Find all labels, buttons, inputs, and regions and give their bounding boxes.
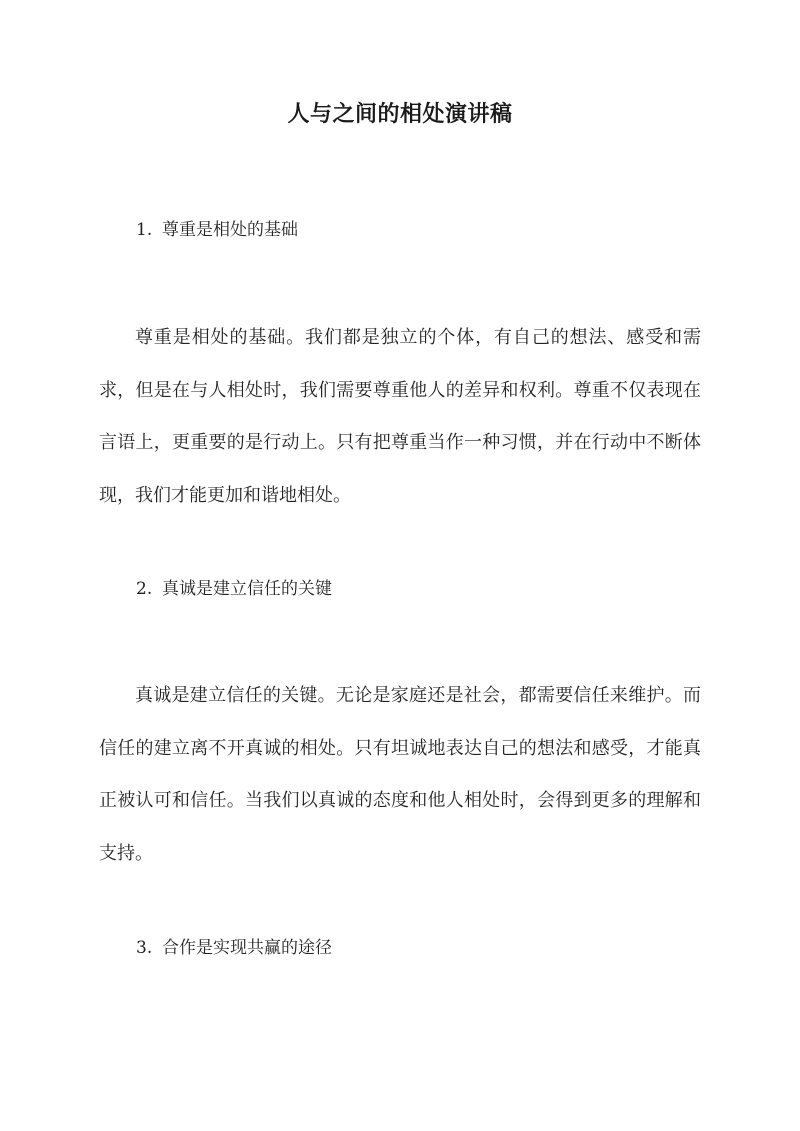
section-heading-3 [136,935,332,961]
section-heading-text-1: 尊重是相处的基础 [162,220,298,240]
section-heading-text-2: 真诚是建立信任的关键 [162,579,332,599]
section-heading-2 [136,576,332,602]
section-number-1: 1. [136,220,153,240]
section-number-2: 2. [136,579,153,599]
section-heading-1 [136,217,298,243]
section-paragraph-1: 尊重是相处的基础。我们都是独立的个体，有自己的想法、感受和需求，但是在与人相处时，我们需要尊重他人的差异和权利。尊重不仅表现在言语上，更重要的是行动上。只有把尊重当作一种习惯，并在行动中不断体现，我们才能更加和谐地相处。 [99,327,701,506]
document-title: 人与之间的相处演讲稿 [287,101,513,127]
section-heading-text-3: 合作是实现共赢的途径 [162,938,332,958]
section-paragraph-2: 真诚是建立信任的关键。无论是家庭还是社会，都需要信任来维护。而信任的建立离不开真诚的相处。只有坦诚地表达自己的想法和感受，才能真正被认可和信任。当我们以真诚的态度和他人相处时，会得到更多的理解和支持。 [99,685,701,864]
section-number-3: 3. [136,938,153,958]
